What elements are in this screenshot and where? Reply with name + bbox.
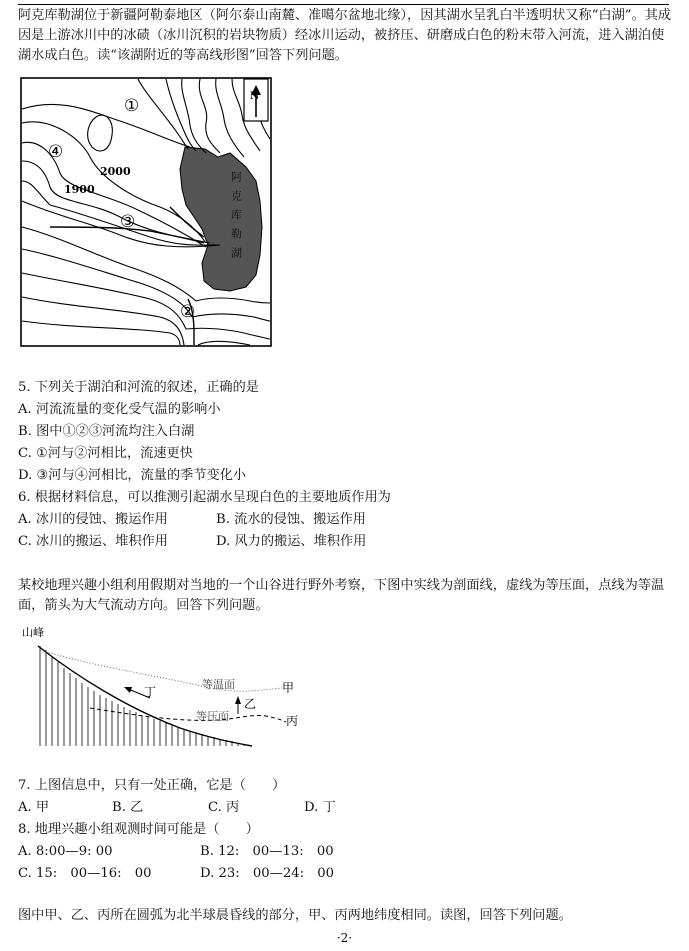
contour-label-2000: 2000 <box>100 165 131 178</box>
q7-option-d[interactable]: D. 丁 <box>304 800 336 815</box>
q7-option-b[interactable]: B. 乙 <box>112 800 144 815</box>
top-rule <box>18 4 669 5</box>
lake-label: 阿克库勒湖 <box>229 171 243 266</box>
q6-option-a[interactable]: A. 冰川的侵蚀、搬运作用 <box>18 512 168 527</box>
label-yi: 乙 <box>244 697 257 711</box>
question-8-stem: 8. 地理兴趣小组观测时间可能是（ ） <box>18 822 259 837</box>
peak-label: 山峰 <box>22 626 44 639</box>
q5-option-a[interactable]: A. 河流流量的变化受气温的影响小 <box>18 402 221 417</box>
isobar-line <box>90 708 286 722</box>
label-bing: 丙 <box>286 714 299 728</box>
q6-option-d[interactable]: D. 风力的搬运、堆积作用 <box>216 534 367 549</box>
q8-option-d[interactable]: D. 23: 00—24: 00 <box>200 866 335 881</box>
river-label-2: ② <box>180 302 196 322</box>
question-5-stem: 5. 下列关于湖泊和河流的叙述，正确的是 <box>18 380 259 395</box>
question-7-stem: 7. 上图信息中，只有一处正确，它是（ ） <box>18 778 286 793</box>
valley-section-diagram <box>20 624 310 754</box>
arrow-ding-icon <box>124 687 132 693</box>
q6-option-b[interactable]: B. 流水的侵蚀、搬运作用 <box>216 512 366 527</box>
river-label-4: ④ <box>48 142 64 162</box>
label-jia: 甲 <box>282 681 295 695</box>
q8-option-b[interactable]: B. 12: 00—13: 00 <box>200 844 334 859</box>
q5-option-b[interactable]: B. 图中①②③河流均注入白湖 <box>18 424 195 439</box>
question-6-stem: 6. 根据材料信息，可以推测引起湖水呈现白色的主要地质作用为 <box>18 490 391 505</box>
arrow-yi-icon <box>235 696 241 704</box>
contour-label-1900: 1900 <box>64 183 95 196</box>
intro-passage-3: 图中甲、乙、丙所在圆弧为北半球晨昏线的部分，甲、丙两地纬度相同。读图，回答下列问题。 <box>18 908 572 923</box>
label-isotherm: 等温面 <box>202 678 235 691</box>
q7-option-c[interactable]: C. 丙 <box>208 800 240 815</box>
river-label-1: ① <box>124 96 140 116</box>
q7-option-a[interactable]: A. 甲 <box>18 800 50 815</box>
contour-map <box>20 77 272 347</box>
label-ding: 丁 <box>144 685 157 699</box>
intro-passage-1: 阿克库勒湖位于新疆阿勒泰地区（阿尔泰山南麓、准噶尔盆地北缘），因其湖水呈乳白半透明状又称“白湖”。其成因是上游冰川中的冰碛（冰川沉积的岩块物质）经冰川运动，被挤压、研磨成白色的粉末带入河流，进入湖泊使湖水成白色。读“该湖附近的等高线形图”回答下列问题。 <box>18 8 672 63</box>
north-label: N <box>250 91 260 102</box>
river-label-3: ③ <box>120 212 136 232</box>
intro-passage-2: 某校地理兴趣小组利用假期对当地的一个山谷进行野外考察，下图中实线为剖面线，虚线为等压面，点线为等温面，箭头为大气流动方向。回答下列问题。 <box>18 578 665 613</box>
q5-option-c[interactable]: C. ①河与②河相比，流速更快 <box>18 446 193 461</box>
q5-option-d[interactable]: D. ③河与④河相比，流量的季节变化小 <box>18 468 247 483</box>
q6-option-c[interactable]: C. 冰川的搬运、堆积作用 <box>18 534 168 549</box>
q8-option-c[interactable]: C. 15: 00—16: 00 <box>18 866 152 881</box>
page-number: ·2· <box>336 931 353 945</box>
q8-option-a[interactable]: A. 8:00—9: 00 <box>18 844 113 859</box>
label-isobar: 等压面 <box>196 710 229 723</box>
